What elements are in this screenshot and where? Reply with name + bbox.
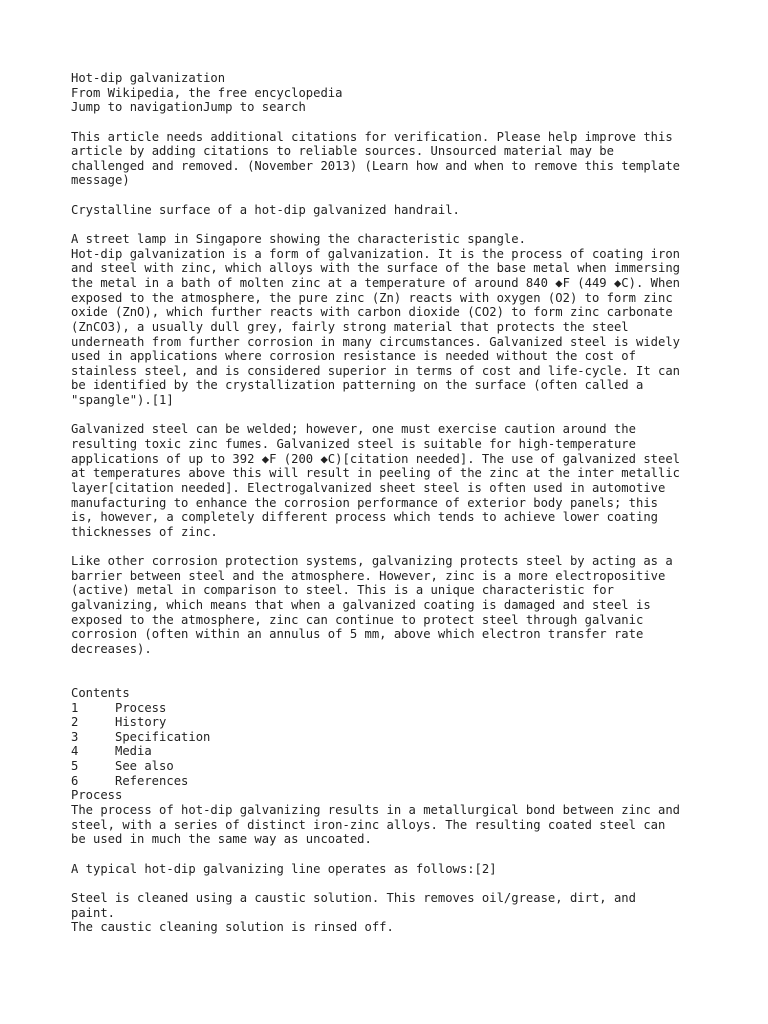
paragraph-line: thicknesses of zinc.: [71, 524, 218, 539]
contents-heading: Contents: [71, 685, 130, 700]
step-line: The caustic cleaning solution is rinsed off.: [71, 920, 394, 935]
paragraph-line: "spangle").[1]: [71, 393, 174, 408]
toc-number: 1: [71, 700, 79, 715]
paragraph-line: applications of up to 392 ◆F (200 ◆C)[citation needed]. The use of galvanized steel: [71, 451, 681, 466]
paragraph-line: (ZnCO3), a usually dull grey, fairly strong material that protects the steel: [71, 319, 629, 334]
toc-label[interactable]: History: [115, 715, 167, 730]
paragraph-line: The process of hot-dip galvanizing results in a metallurgical bond between zinc and: [71, 803, 681, 818]
paragraph-line: A typical hot-dip galvanizing line operates as follows:[2]: [71, 861, 497, 876]
paragraph-line: used in applications where corrosion resistance is needed without the cost of: [71, 349, 636, 364]
paragraph-line: corrosion (often within an annulus of 5 mm, above which electron transfer rate: [71, 627, 644, 642]
jump-links[interactable]: Jump to navigationJump to search: [71, 100, 306, 115]
paragraph-line: steel, with a series of distinct iron-zinc alloys. The resulting coated steel can: [71, 817, 666, 832]
citation-notice: [71, 130, 711, 189]
paragraph-line: exposed to the atmosphere, the pure zinc (Zn) reacts with oxygen (O2) to form zinc: [71, 290, 673, 305]
process-section: [71, 788, 711, 934]
toc-label[interactable]: Media: [115, 744, 152, 759]
notice-line: message): [71, 173, 130, 188]
image-caption: Crystalline surface of a hot-dip galvanized handrail.: [71, 202, 460, 217]
source-line: From Wikipedia, the free encyclopedia: [71, 85, 343, 100]
step-line: paint.: [71, 905, 116, 920]
notice-line: article by adding citations to reliable sources. Unsourced material may be: [71, 144, 614, 159]
section-heading: Process: [71, 788, 123, 803]
intro-paragraph: [71, 247, 711, 408]
toc-item[interactable]: [71, 744, 711, 759]
notice-line: This article needs additional citations for verification. Please help improve this: [71, 129, 673, 144]
toc-number: 4: [71, 744, 79, 759]
toc-item[interactable]: [71, 774, 711, 789]
toc-number: 6: [71, 773, 79, 788]
toc-label[interactable]: See also: [115, 759, 174, 774]
toc-label[interactable]: References: [115, 773, 189, 788]
welding-paragraph: [71, 422, 711, 539]
paragraph-line: layer[citation needed]. Electrogalvanized sheet steel is often used in automotive: [71, 480, 666, 495]
toc-number: 3: [71, 729, 79, 744]
paragraph-line: stainless steel, and is considered superior in terms of cost and life-cycle. It can: [71, 363, 681, 378]
toc-item[interactable]: [71, 730, 711, 745]
toc-number: 5: [71, 759, 79, 774]
toc-item[interactable]: [71, 701, 711, 716]
step-line: Steel is cleaned using a caustic solution. This removes oil/grease, dirt, and: [71, 890, 636, 905]
paragraph-line: exposed to the atmosphere, zinc can continue to protect steel through galvanic: [71, 612, 644, 627]
paragraph-line: and steel with zinc, which alloys with the surface of the base metal when immersing: [71, 261, 681, 276]
paragraph-line: at temperatures above this will result in peeling of the zinc at the inter metallic: [71, 466, 681, 481]
table-of-contents: [71, 686, 711, 788]
paragraph-line: is, however, a completely different process which tends to achieve lower coating: [71, 510, 658, 525]
paragraph-line: Hot-dip galvanization is a form of galvanization. It is the process of coating iron: [71, 246, 681, 261]
article-title: Hot-dip galvanization: [71, 71, 226, 85]
paragraph-line: be used in much the same way as uncoated.: [71, 832, 372, 847]
paragraph-line: barrier between steel and the atmosphere. However, zinc is a more electropositive: [71, 568, 666, 583]
toc-item[interactable]: [71, 759, 711, 774]
paragraph-line: resulting toxic zinc fumes. Galvanized steel is suitable for high-temperature: [71, 437, 636, 452]
paragraph-line: underneath from further corrosion in many circumstances. Galvanized steel is widely: [71, 334, 681, 349]
toc-number: 2: [71, 715, 79, 730]
paragraph-line: (active) metal in comparison to steel. This is a unique characteristic for: [71, 583, 614, 598]
paragraph-line: Galvanized steel can be welded; however, one must exercise caution around the: [71, 422, 636, 437]
image-caption: A street lamp in Singapore showing the characteristic spangle.: [71, 232, 526, 247]
corrosion-paragraph: [71, 554, 711, 656]
paragraph-line: be identified by the crystallization patterning on the surface (often called a: [71, 378, 644, 393]
paragraph-line: Like other corrosion protection systems, galvanizing protects steel by acting as a: [71, 554, 673, 569]
toc-item[interactable]: [71, 715, 711, 730]
toc-label[interactable]: Process: [115, 700, 167, 715]
paragraph-line: the metal in a bath of molten zinc at a temperature of around 840 ◆F (449 ◆C). When: [71, 275, 681, 290]
paragraph-line: decreases).: [71, 641, 152, 656]
document-page: [71, 71, 711, 935]
paragraph-line: galvanizing, which means that when a galvanized coating is damaged and steel is: [71, 598, 651, 613]
paragraph-line: manufacturing to enhance the corrosion performance of exterior body panels; this: [71, 495, 658, 510]
toc-label[interactable]: Specification: [115, 729, 211, 744]
paragraph-line: oxide (ZnO), which further reacts with carbon dioxide (CO2) to form zinc carbonate: [71, 305, 673, 320]
notice-line: challenged and removed. (November 2013) (Learn how and when to remove this template: [71, 158, 681, 173]
